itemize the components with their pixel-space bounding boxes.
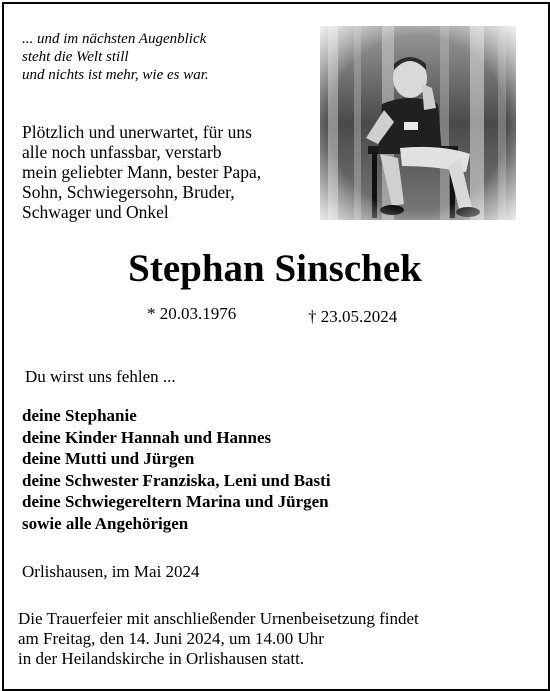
birth-date: * 20.03.1976 [147, 304, 237, 323]
portrait-photo [320, 26, 516, 220]
portrait-illustration [320, 26, 516, 220]
mourner-line: deine Stephanie [22, 406, 137, 425]
mourner-line: deine Schwiegereltern Marina und Jürgen [22, 492, 329, 511]
mourner-line: deine Mutti und Jürgen [22, 449, 195, 468]
death-date: † 23.05.2024 [308, 307, 398, 326]
announcement-line: mein geliebter Mann, bester Papa, [22, 162, 262, 182]
mourner-line: sowie alle Angehörigen [22, 513, 189, 533]
service-line: in der Heilandskirche in Orlishausen statt. [18, 649, 305, 668]
quote-line: steht die Welt still [22, 49, 129, 65]
mourner-line: deine Kinder Hannah und Hannes [22, 427, 272, 447]
quote-line: und nichts ist mehr, wie es war. [22, 67, 209, 83]
mourner-line: deine Schwester Franziska, Leni und Basti [22, 470, 331, 490]
announcement-line: Sohn, Schwiegersohn, Bruder, [22, 182, 235, 202]
mourners-list [22, 405, 331, 534]
deceased-name: Stephan Sinschek [128, 247, 422, 290]
quote-line: ... und im nächsten Augenblick [22, 31, 207, 47]
announcement-line: Plötzlich und unerwartet, für uns [22, 122, 252, 142]
opening-quote [22, 30, 209, 84]
place-and-date: Orlishausen, im Mai 2024 [22, 562, 200, 581]
announcement-text [22, 122, 261, 222]
service-line: Die Trauerfeier mit anschließender Urnenbeisetzung findet [18, 609, 419, 628]
announcement-line: Schwager und Onkel [22, 202, 169, 222]
funeral-service-info [18, 609, 419, 669]
announcement-line: alle noch unfassbar, verstarb [22, 142, 222, 162]
farewell-line: Du wirst uns fehlen ... [25, 367, 176, 386]
service-line: am Freitag, den 14. Juni 2024, um 14.00 Uhr [18, 629, 324, 648]
